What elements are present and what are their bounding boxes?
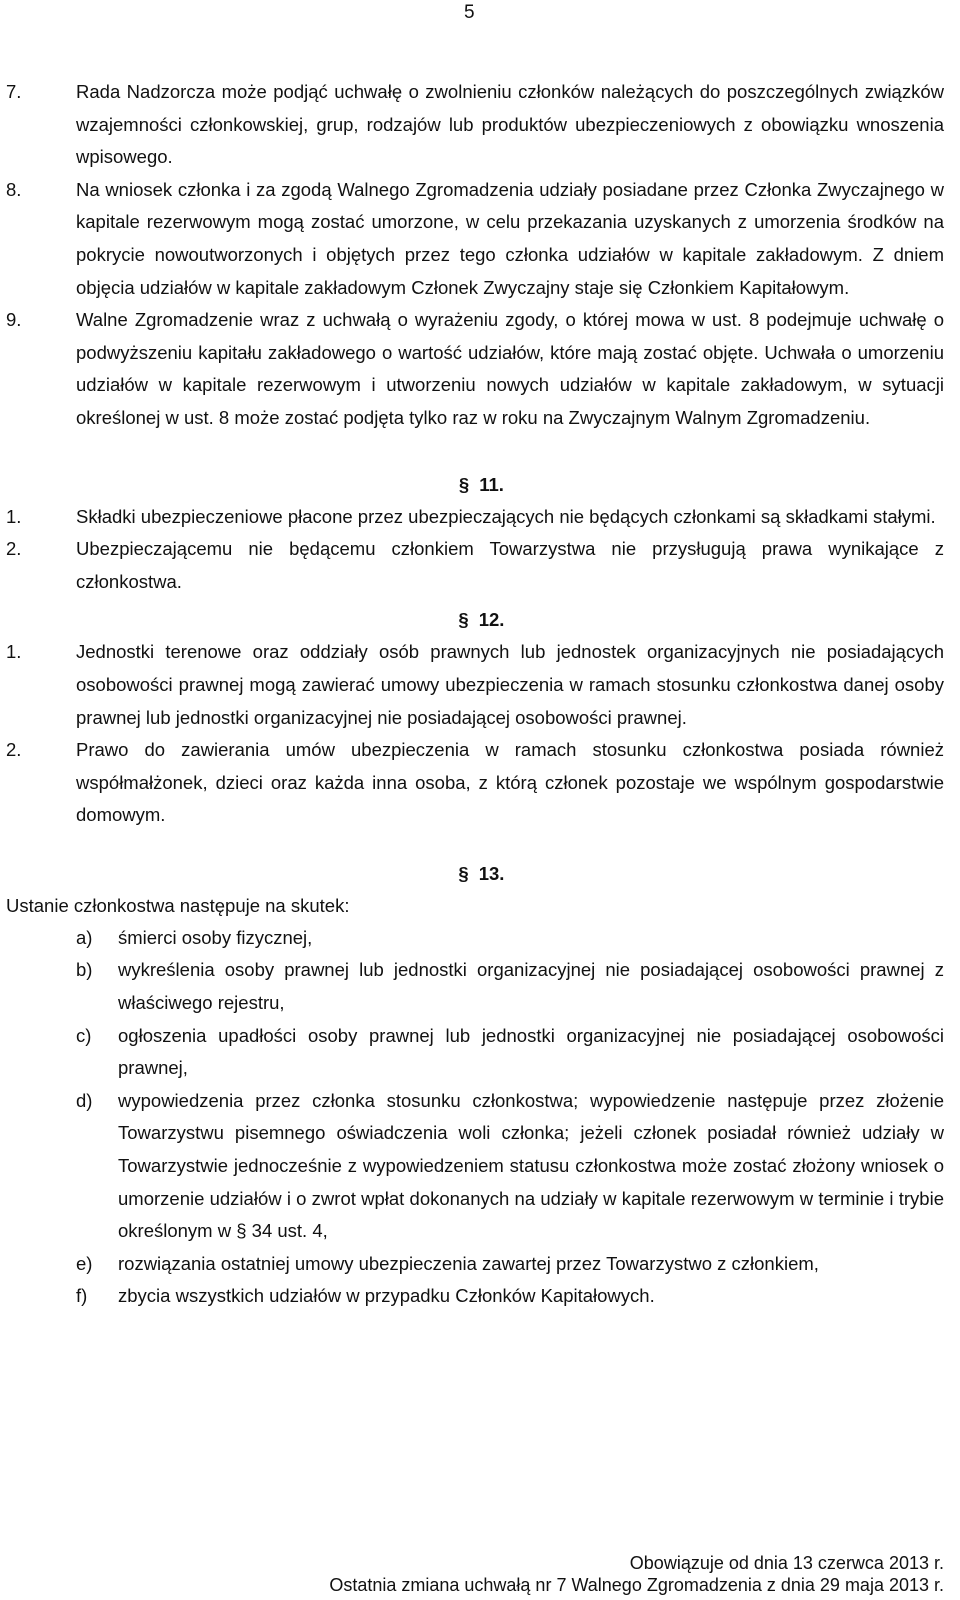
item-text: Ubezpieczającemu nie będącemu członkiem Towarzystwa nie przysługują prawa wynikające z członkostwa. [76,538,944,592]
list-item [6,501,944,534]
item-number: 2. [6,538,22,560]
section-intro: Ustanie członkostwa następuje na skutek: [6,894,350,916]
item-text: Składki ubezpieczeniowe płacone przez ubezpieczających nie będących członkami są składkami stałymi. [76,505,936,527]
list-item [6,636,944,734]
list-item [6,1085,944,1248]
section-13 [6,858,944,1313]
item-text: wypowiedzenia przez członka stosunku członkostwa; wypowiedzenie następuje przez złożenie Towarzystwu pisemnego oświadczenia woli członka; jeżeli członek posiadał również udziały w Towarzystwie jednocześnie z wypowiedzeniem statusu członkostwa może zostać złożony wniosek o umorzenie udziałów i o zwrot wpłat dokonanych na udziały w kapitale rezerwowym w terminie i trybie określonym w § 34 ust. 4, [118,1089,944,1242]
section-10-continuation [6,76,944,435]
section-number: 12. [478,609,505,631]
list-item [6,533,944,598]
section-symbol: § [458,473,470,495]
list-item [6,1280,944,1313]
list-item [6,304,944,434]
page-number: 5 [464,2,475,23]
section-11 [6,469,944,599]
section-heading [6,604,944,636]
list-item [6,1020,944,1085]
footer-last-amendment: Ostatnia zmiana uchwałą nr 7 Walnego Zgromadzenia z dnia 29 maja 2013 r. [329,1575,944,1595]
item-text: Prawo do zawierania umów ubezpieczenia w ramach stosunku członkostwa posiada również współmałżonek, dzieci oraz każda inna osoba, z którą członek pozostaje we wspólnym gospodarstwie domowym. [76,739,944,826]
item-text: rozwiązania ostatniej umowy ubezpieczenia zawartej przez Towarzystwo z członkiem, [118,1252,819,1274]
item-number: 7. [6,81,22,102]
item-number: 2. [6,739,22,761]
item-number: 1. [6,641,22,663]
item-text: ogłoszenia upadłości osoby prawnej lub jednostki organizacyjnej nie posiadającej osobowości prawnej, [118,1024,944,1079]
item-number: 8. [6,178,22,200]
item-letter: c) [76,1024,92,1046]
item-text: zbycia wszystkich udziałów w przypadku Członków Kapitałowych. [118,1285,655,1307]
item-text: wykreślenia osoby prawnej lub jednostki organizacyjnej nie posiadającej osobowości prawnej z właściwego rejestru, [118,959,944,1014]
item-text: Na wniosek członka i za zgodą Walnego Zgromadzenia udziały posiadane przez Członka Zwyczajnego w kapitale rezerwowym mogą zostać umorzone, w celu przekazania uzyskanych z umorzenia środków na pokrycie nowoutworzonych i objętych przez tego członka udziałów w kapitale zakładowym. Z dniem objęcia udziałów w kapitale zakładowym Członek Zwyczajny staje się Członkiem Kapitałowym. [76,178,944,298]
document-body [6,76,944,1313]
item-number: 1. [6,505,22,527]
item-text: Rada Nadzorcza może podjąć uchwałę o zwolnieniu członków należących do poszczególnych związków wzajemności członkowskiej, grup, rodzajów lub produktów ubezpieczeniowych z obowiązku wnoszenia wpisowego. [76,81,944,168]
section-heading [6,858,944,890]
list-item [6,734,944,832]
item-text: Jednostki terenowe oraz oddziały osób prawnych lub jednostek organizacyjnych nie posiadających osobowości prawnej mogą zawierać umowy ubezpieczenia w ramach stosunku członkostwa danej osoby prawnej lub jednostki organizacyjnej nie posiadającej osobowości prawnej. [76,641,944,728]
item-number: 9. [6,309,22,331]
list-item [6,76,944,174]
item-text: śmierci osoby fizycznej, [118,926,313,948]
section-symbol: § [458,609,469,631]
item-letter: e) [76,1252,93,1274]
item-letter: d) [76,1089,93,1111]
footer-effective-date: Obowiązuje od dnia 13 czerwca 2013 r. [629,1553,944,1573]
section-heading [6,469,944,501]
list-item [6,922,944,955]
section-symbol: § [458,862,469,884]
item-letter: f) [76,1285,88,1307]
page-footer [329,1552,944,1596]
section-12 [6,604,944,832]
item-letter: b) [76,959,93,981]
list-item [6,1248,944,1281]
section-number: 13. [478,862,505,884]
section-number: 11. [479,473,504,495]
list-item [6,954,944,1019]
item-text: Walne Zgromadzenie wraz z uchwałą o wyrażeniu zgody, o której mowa w ust. 8 podejmuje uchwałę o podwyższeniu kapitału zakładowego o wartość udziałów, które mają zostać objęte. Uchwała o umorzeniu udziałów w kapitale rezerwowym i utworzeniu nowych udziałów w kapitale zakładowym, w sytuacji określonej w ust. 8 może zostać podjęta tylko raz w roku na Zwyczajnym Walnym Zgromadzeniu. [76,309,944,428]
item-letter: a) [76,926,93,948]
list-item [6,174,944,304]
